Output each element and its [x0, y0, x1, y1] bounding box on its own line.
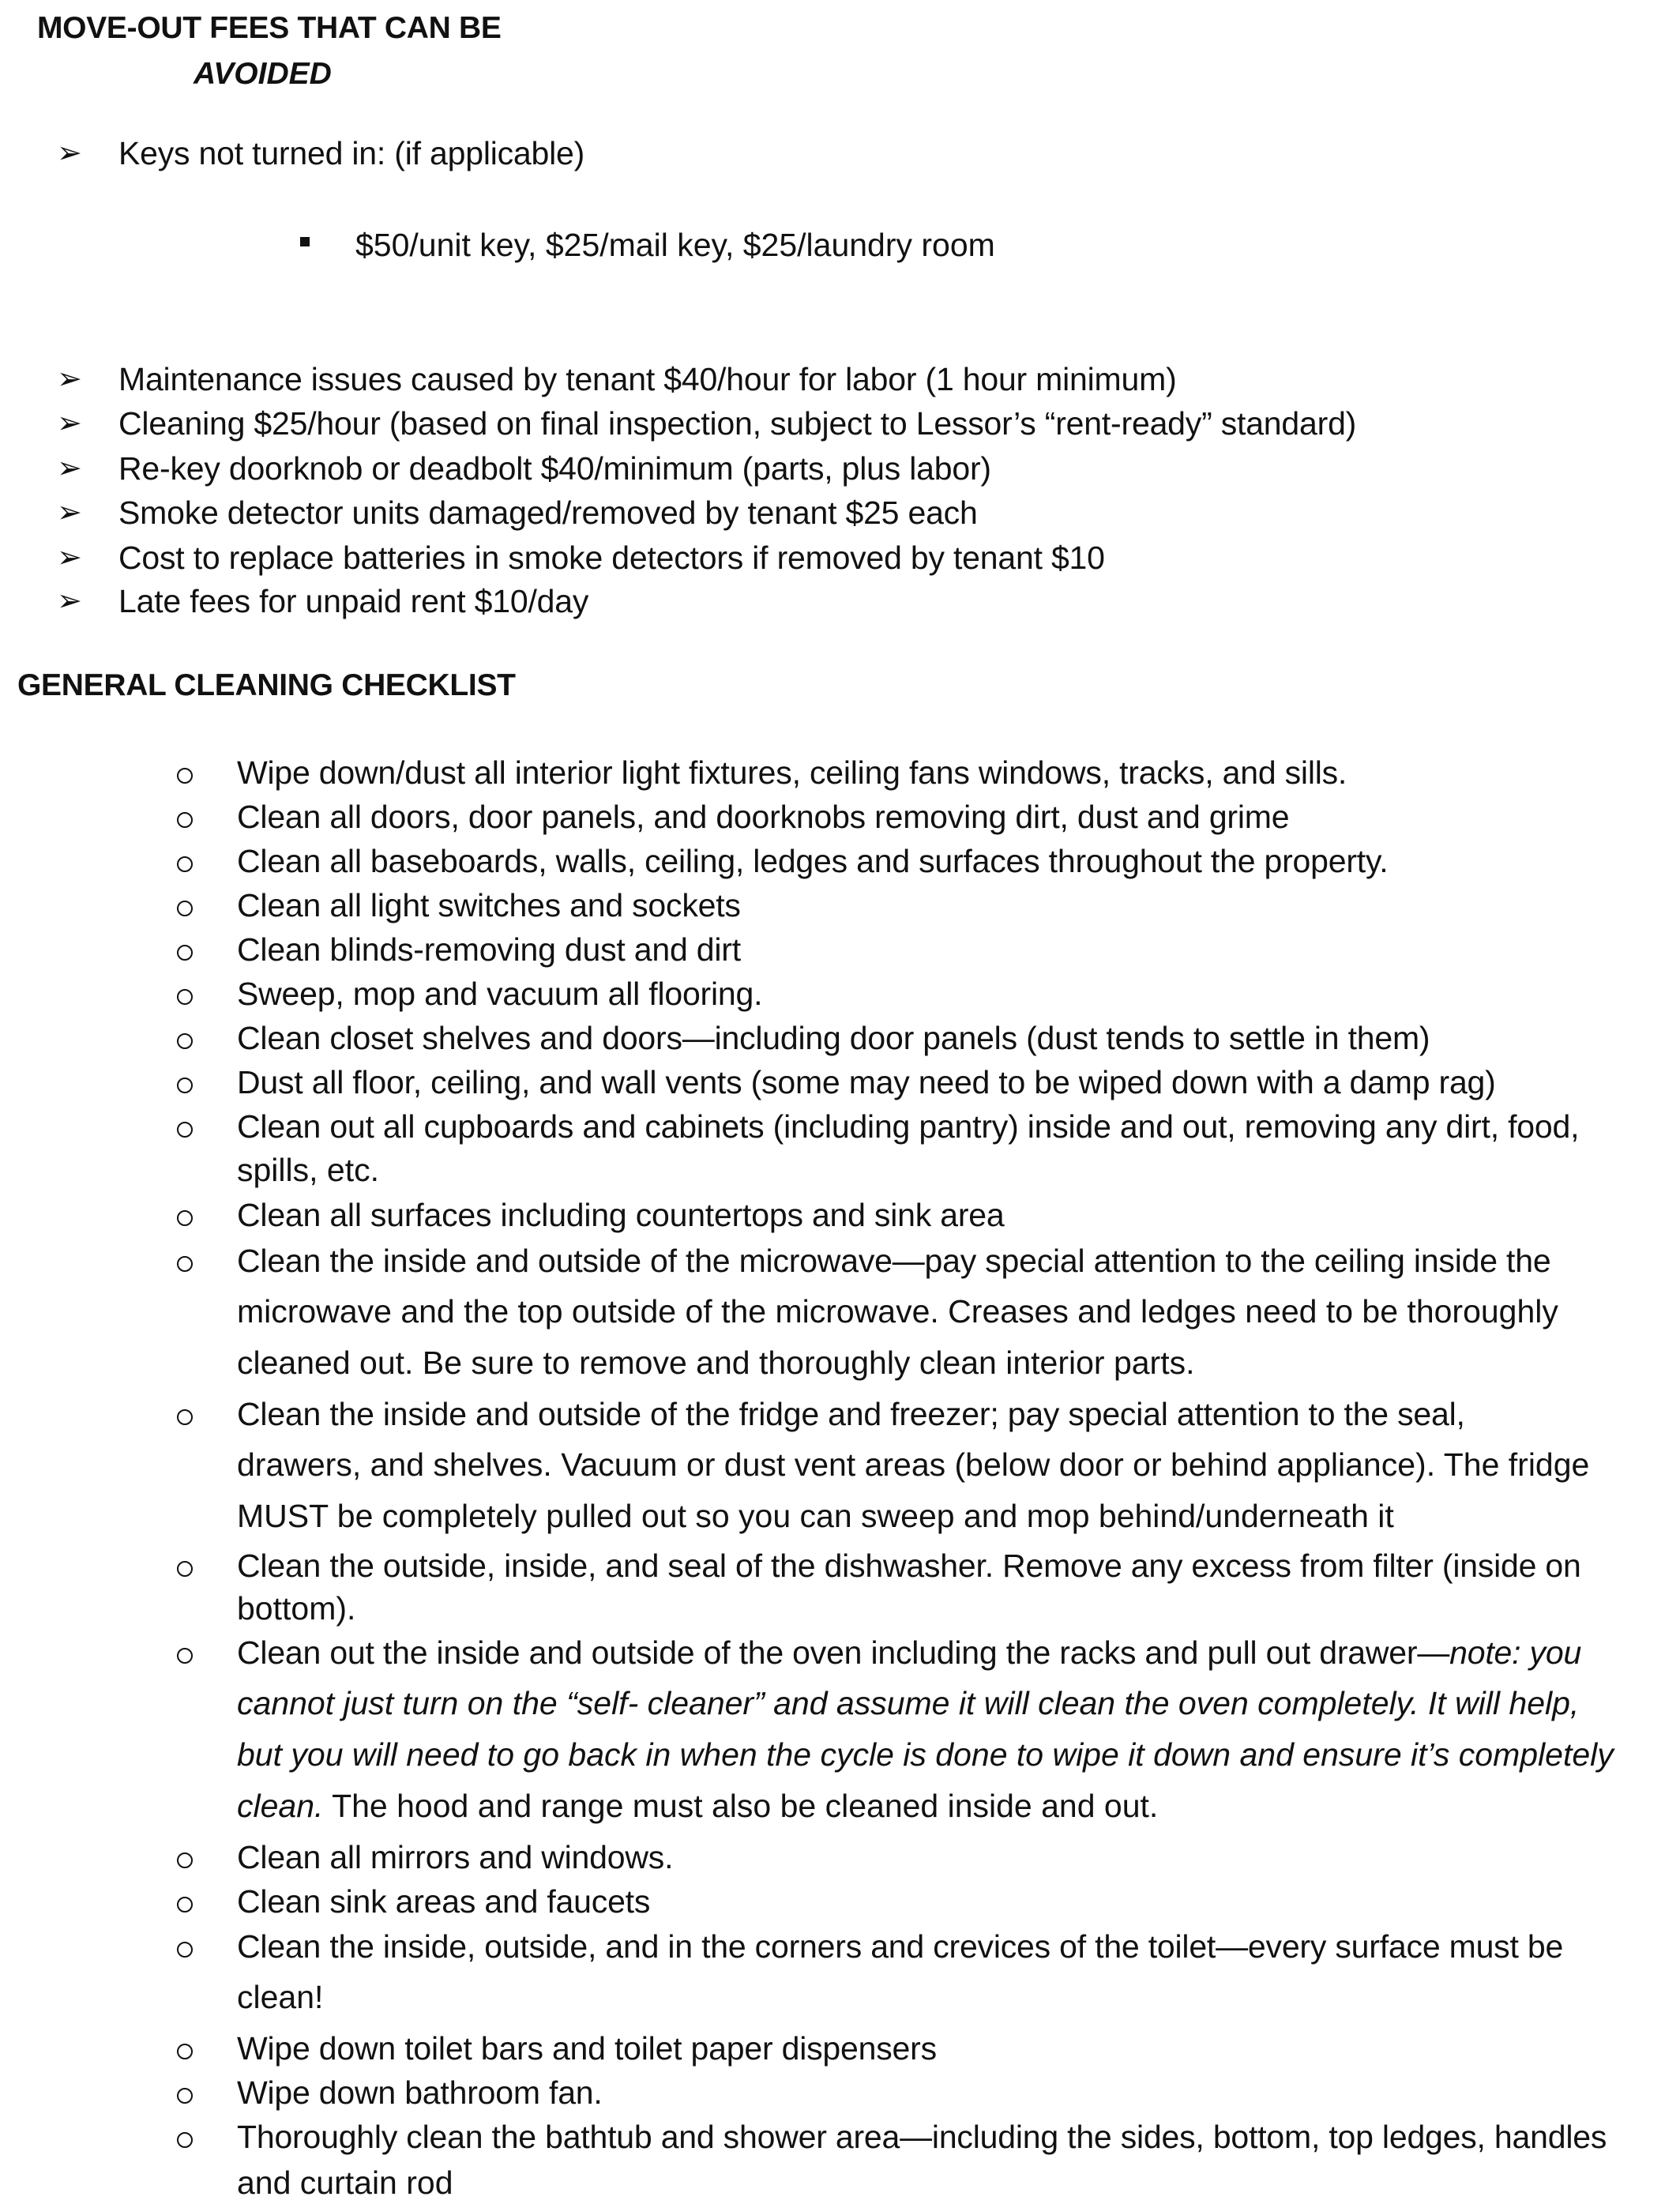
square-bullet-icon	[300, 237, 310, 246]
checklist-line: Clean all doors, door panels, and doorknobs removing dirt, dust and grime	[237, 799, 1290, 835]
checklist-line: Clean sink areas and faucets	[237, 1883, 651, 1920]
checklist-line-italic: clean.	[237, 1788, 324, 1824]
fee-item-text: Cost to replace batteries in smoke detectors if removed by tenant $10	[118, 540, 1105, 576]
circle-bullet-icon	[177, 1835, 193, 1868]
fee-item-text: Cleaning $25/hour (based on final inspection, subject to Lessor’s “rent-ready” standard)	[118, 405, 1357, 442]
arrow-bullet-icon: ➢	[57, 452, 82, 485]
circle-bullet-icon	[177, 1392, 193, 1425]
checklist-line-continued: cleaned out. Be sure to remove and thoroughly clean interior parts.	[237, 1345, 1195, 1381]
checklist-line: Dust all floor, ceiling, and wall vents (some may need to be wiped down with a damp rag)	[237, 1064, 1496, 1100]
fee-item-text: Maintenance issues caused by tenant $40/hour for labor (1 hour minimum)	[118, 361, 1177, 397]
checklist-line: Thoroughly clean the bathtub and shower area—including the sides, bottom, top ledges, handles	[237, 2119, 1607, 2155]
checklist-line-continued: bottom).	[237, 1590, 356, 1627]
circle-bullet-icon	[177, 883, 193, 916]
circle-bullet-icon	[177, 1016, 193, 1049]
arrow-bullet-icon: ➢	[57, 407, 82, 440]
circle-bullet-icon	[177, 2026, 193, 2059]
checklist-line-continued: clean!	[237, 1979, 324, 2015]
fee-item-text: Smoke detector units damaged/removed by tenant $25 each	[118, 495, 978, 531]
checklist-heading: GENERAL CLEANING CHECKLIST	[17, 668, 516, 702]
fee-keys-label: Keys not turned in: (if applicable)	[118, 135, 585, 171]
checklist-line: Clean the inside and outside of the microwave—pay special attention to the ceiling inside the	[237, 1243, 1551, 1279]
checklist-line: Clean the outside, inside, and seal of the dishwasher. Remove any excess from filter (inside on	[237, 1548, 1581, 1584]
checklist-line: Wipe down bathroom fan.	[237, 2074, 603, 2111]
checklist-line: Wipe down/dust all interior light fixtures, ceiling fans windows, tracks, and sills.	[237, 754, 1347, 791]
arrow-bullet-icon: ➢	[57, 363, 82, 396]
circle-bullet-icon	[177, 1193, 193, 1226]
checklist-line-continued: MUST be completely pulled out so you can sweep and mop behind/underneath it	[237, 1498, 1394, 1534]
circle-bullet-icon	[177, 1544, 193, 1577]
checklist-line-continued: but you will need to go back in when the cycle is done to wipe it down and ensure it’s completely	[237, 1736, 1614, 1773]
checklist-line: Clean out all cupboards and cabinets (including pantry) inside and out, removing any dirt, food,	[237, 1108, 1580, 1145]
fees-heading-avoided: AVOIDED	[194, 57, 332, 91]
checklist-line: Clean all baseboards, walls, ceiling, ledges and surfaces throughout the property.	[237, 843, 1389, 879]
checklist-line-plain: The hood and range must also be cleaned inside and out.	[323, 1788, 1159, 1824]
circle-bullet-icon	[177, 1104, 193, 1138]
checklist-line: Clean blinds-removing dust and dirt	[237, 931, 741, 968]
checklist-line-continued: cannot just turn on the “self- cleaner” and assume it will clean the oven completely. It will help,	[237, 1685, 1580, 1721]
checklist-line	[237, 1630, 1581, 1675]
fee-item-text: Late fees for unpaid rent $10/day	[118, 583, 589, 619]
checklist-line: Clean closet shelves and doors—including door panels (dust tends to settle in them)	[237, 1020, 1430, 1056]
circle-bullet-icon	[177, 1239, 193, 1272]
checklist-line: Clean the inside, outside, and in the corners and crevices of the toilet—every surface must be	[237, 1928, 1564, 1965]
circle-bullet-icon	[177, 972, 193, 1005]
circle-bullet-icon	[177, 2115, 193, 2148]
circle-bullet-icon	[177, 1060, 193, 1093]
checklist-line-continued: microwave and the top outside of the microwave. Creases and ledges need to be thoroughly	[237, 1293, 1558, 1330]
checklist-line-italic: note: you	[1449, 1634, 1582, 1671]
checklist-line-plain: Clean out the inside and outside of the oven including the racks and pull out drawer—	[237, 1634, 1450, 1671]
checklist-line: Wipe down toilet bars and toilet paper dispensers	[237, 2030, 937, 2067]
checklist-line: Clean all light switches and sockets	[237, 887, 741, 923]
arrow-bullet-icon: ➢	[57, 585, 82, 618]
arrow-bullet-icon: ➢	[57, 496, 82, 529]
checklist-line: Clean all surfaces including countertops and sink area	[237, 1197, 1005, 1233]
checklist-line-continued: and curtain rod	[237, 2165, 453, 2201]
circle-bullet-icon	[177, 1924, 193, 1958]
fee-keys-detail: $50/unit key, $25/mail key, $25/laundry room	[355, 227, 995, 263]
circle-bullet-icon	[177, 927, 193, 961]
checklist-line-continued: spills, etc.	[237, 1152, 379, 1188]
circle-bullet-icon	[177, 1630, 193, 1664]
arrow-bullet-icon: ➢	[57, 541, 82, 574]
fees-heading: MOVE-OUT FEES THAT CAN BE	[37, 11, 502, 45]
checklist-line: Clean all mirrors and windows.	[237, 1839, 674, 1875]
circle-bullet-icon	[177, 795, 193, 828]
fee-item-text: Re-key doorknob or deadbolt $40/minimum (parts, plus labor)	[118, 450, 991, 487]
checklist-line: Clean the inside and outside of the fridge and freezer; pay special attention to the seal,	[237, 1396, 1465, 1432]
arrow-bullet-icon: ➢	[57, 137, 82, 170]
checklist-line-continued: drawers, and shelves. Vacuum or dust vent areas (below door or behind appliance). The fridge	[237, 1446, 1590, 1483]
circle-bullet-icon	[177, 2070, 193, 2104]
checklist-line: Sweep, mop and vacuum all flooring.	[237, 976, 763, 1012]
circle-bullet-icon	[177, 1879, 193, 1913]
circle-bullet-icon	[177, 750, 193, 784]
checklist-line-continued	[237, 1784, 1158, 1828]
circle-bullet-icon	[177, 839, 193, 872]
